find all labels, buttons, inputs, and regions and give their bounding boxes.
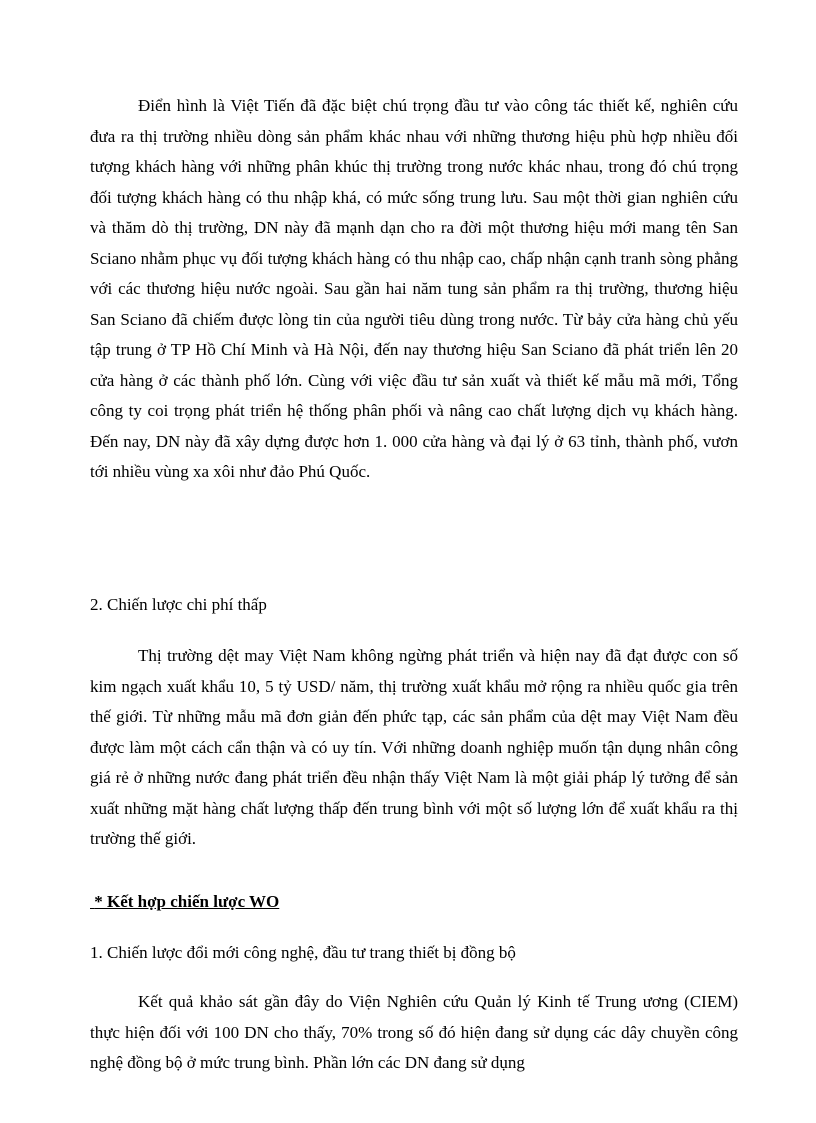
paragraph-textile-market: Thị trường dệt may Việt Nam không ngừng phát triển và hiện nay đã đạt được con số kim ngạch xuất khẩu 10, 5 tỷ USD/ năm, thị trường xuất khẩu mở rộng ra nhiều quốc gia trên thế giới. Từ những mẫu mã đơn giản đến phức tạp, các sản phẩm của dệt may Việt Nam đều được làm một cách cẩn thận và có uy tín. Với những doanh nghiệp muốn tận dụng nhân công giá rẻ ở những nước đang phát triển đều nhận thấy Việt Nam là một giải pháp lý tưởng để sản xuất những mặt hàng chất lượng thấp đến trung bình với một số lượng lớn để xuất khẩu ra thị trường thế giới. — [90, 646, 738, 848]
heading-technology-innovation: 1. Chiến lược đổi mới công nghệ, đầu tư trang thiết bị đồng bộ — [90, 943, 516, 962]
heading-low-cost-strategy: 2. Chiến lược chi phí thấp — [90, 595, 267, 614]
heading-wo-text: * Kết hợp chiến lược WO — [94, 892, 280, 911]
heading-wo-strategy — [90, 887, 738, 918]
paragraph-viet-tien: Điển hình là Việt Tiến đã đặc biệt chú trọng đầu tư vào công tác thiết kế, nghiên cứu đưa ra thị trường nhiều dòng sản phẩm khác nhau với những thương hiệu phù hợp nhiều đối tượng khách hàng với những phân khúc thị trường trong nước khác nhau, trong đó chú trọng đối tượng khách hàng có thu nhập khá, có mức sống trung lưu. Sau một thời gian nghiên cứu và thăm dò thị trường, DN này đã mạnh dạn cho ra đời một thương hiệu mới mang tên San Sciano nhằm phục vụ đối tượng khách hàng có thu nhập cao, chấp nhận cạnh tranh sòng phẳng với các thương hiệu nước ngoài. Sau gần hai năm tung sản phẩm ra thị trường, thương hiệu San Sciano đã chiếm được lòng tin của người tiêu dùng trong nước. Từ bảy cửa hàng chủ yếu tập trung ở TP Hồ Chí Minh và Hà Nội, đến nay thương hiệu San Sciano đã phát triển lên 20 cửa hàng ở các thành phố lớn. Cùng với việc đầu tư sản xuất và thiết kế mẫu mã mới, Tổng công ty coi trọng phát triển hệ thống phân phối và nâng cao chất lượng dịch vụ khách hàng. Đến nay, DN này đã xây dựng được hơn 1. 000 cửa hàng và đại lý ở 63 tỉnh, thành phố, vươn tới nhiều vùng xa xôi như đảo Phú Quốc. — [90, 96, 738, 481]
paragraph-ciem-survey: Kết quả khảo sát gần đây do Viện Nghiên cứu Quản lý Kinh tế Trung ương (CIEM) thực hiện đối với 100 DN cho thấy, 70% trong số đó hiện đang sử dụng các dây chuyền công nghệ đồng bộ ở mức trung bình. Phần lớn các DN đang sử dụng — [90, 992, 738, 1072]
